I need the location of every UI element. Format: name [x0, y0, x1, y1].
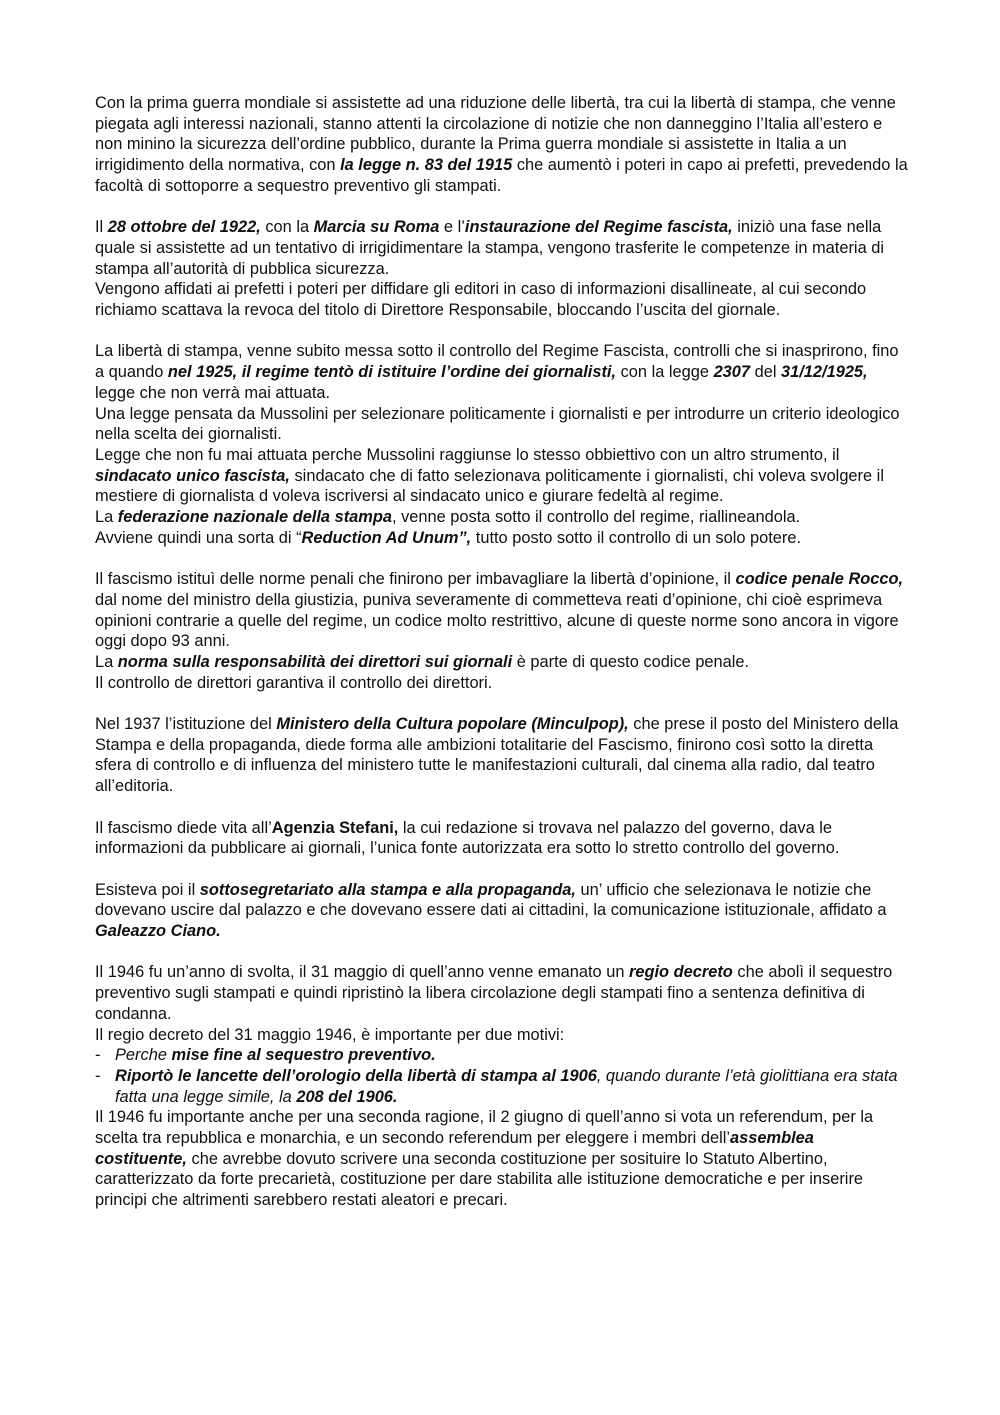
text-run: mise fine al sequestro preventivo.: [171, 1046, 436, 1065]
text-run: nel 1925, il regime tentò di istituire l’ordine dei giornalisti,: [167, 363, 617, 382]
text-run: assemblea costituente,: [95, 1129, 814, 1168]
paragraph-line: [95, 714, 910, 797]
text-run: iniziò una fase nella quale si assistette ad un tentativo di irrigidimentare la stampa, vengono trasferite le competenze in materia di stampa all’autorità di pubblica sicurezza.: [95, 218, 884, 278]
paragraph-journalists-order: [95, 341, 910, 548]
text-run: 208 del 1906.: [296, 1087, 398, 1106]
text-run: è parte di questo codice penale.: [512, 652, 750, 671]
text-run: che abolì il sequestro preventivo sugli stampati e quindi ripristinò la libera circolazione degli stampati fino a sentenza definitiva di condanna.: [95, 963, 893, 1023]
text-run: Galeazzo Ciano.: [95, 922, 221, 941]
text-run: che prese il posto del Ministero della Stampa e della propaganda, diede forma alle ambizioni totalitarie del Fascismo, finirono così sotto la diretta sfera di controllo e di influenza del ministero tutte le manifestazioni culturali, dal cinema alla radio, dal teatro all’editoria.: [95, 715, 899, 796]
text-run: Il controllo de direttori garantiva il controllo dei direttori.: [95, 673, 493, 692]
text-run: , quando durante l’età giolittiana era stata fatta una legge simile, la: [115, 1066, 898, 1106]
text-run: Marcia su Roma: [313, 218, 440, 237]
text-run: la legge n. 83 del 1915: [340, 156, 513, 175]
text-run: Riportò le lancette dell’orologio della libertà di stampa al 1906: [115, 1066, 597, 1085]
text-run: Il regio decreto del 31 maggio 1946, è importante per due motivi:: [95, 1025, 565, 1044]
text-run: La: [95, 508, 118, 527]
text-run: Perche: [115, 1046, 172, 1065]
list-item: [95, 1045, 910, 1066]
text-run: con la legge: [616, 363, 714, 382]
text-run: che aumentò i poteri in capo ai prefetti, prevedendo la facoltà di sottoporre a sequestro preventivo gli stampati.: [95, 156, 908, 195]
text-run: Vengono affidati ai prefetti i poteri per diffidare gli editori in caso di informazioni disallineate, al cui secondo richiamo scattava la revoca del titolo di Direttore Responsabile, bloccando l’uscita del giornale.: [95, 280, 867, 320]
text-run: un’ ufficio che selezionava le notizie che dovevano uscire dal palazzo e che dovevano essere dati ai cittadini, la comunicazione istituzionale, affidato a: [95, 880, 887, 920]
reasons-list: [95, 1045, 910, 1107]
text-run: legge che non verrà mai attuata.: [95, 383, 331, 402]
paragraph-codice-rocco: [95, 569, 910, 693]
paragraph-wwi-press: [95, 93, 910, 197]
text-run: tutto posto sotto il controllo di un solo potere.: [471, 528, 802, 547]
paragraph-line: [95, 818, 910, 859]
text-run: con la: [260, 218, 314, 237]
text-run: la cui redazione si trovava nel palazzo del governo, dava le informazioni da pubblicare ai giornali, l’unica fonte autorizzata era sotto lo stretto controllo del governo.: [95, 818, 840, 858]
text-run: Con la prima guerra mondiale si assistette ad una riduzione delle libertà, tra cui la libertà di stampa, che venne piegata agli interessi nazionali, stanno attenti la circolazione di notizie che non danneggino l’Italia all’estero e non minino la sicurezza dell’ordine pubblico, durante la Prima guerra mondiale si assistette in Italia a un irrigidimento della normativa, con: [95, 94, 896, 175]
text-run: Avviene quindi una sorta di “: [95, 528, 302, 547]
text-run: che avrebbe dovuto scrivere una seconda costituzione per sosituire lo Statuto Albertino, caratterizzato da forte precarietà, costituzione per dare stabilita alle istituzione democratiche e per inserire principi che altrimenti sarebbero restati aleatori e precari.: [95, 1149, 864, 1210]
paragraph-sottosegretariato: [95, 880, 910, 942]
text-run: del: [750, 363, 782, 382]
text-run: Il 1946 fu un’anno di svolta, il 31 maggio di quell’anno venne emanato un: [95, 963, 629, 982]
list-item-text: [115, 1046, 436, 1064]
list-bullet: -: [95, 1046, 101, 1065]
text-run: sottosegretariato alla stampa e alla propaganda,: [199, 880, 576, 899]
paragraph-line: [95, 673, 910, 694]
paragraph-1946: [95, 962, 910, 1210]
outro-1946-text: [95, 1107, 910, 1211]
paragraph-line: [95, 93, 910, 197]
list-intro-text: [95, 1025, 910, 1046]
text-run: Esisteva poi il: [95, 880, 200, 899]
text-run: 28 ottobre del 1922,: [107, 218, 261, 237]
paragraph-line: [95, 652, 910, 673]
paragraph-line: [95, 528, 910, 549]
paragraph-line: [95, 569, 910, 652]
paragraph-agenzia-stefani: [95, 818, 910, 859]
text-run: sindacato che di fatto selezionava politicamente i giornalisti, chi voleva svolgere il mestiere di giornalista d voleva iscriversi al sindacato unico e giurare fedeltà al regime.: [95, 466, 884, 506]
paragraph-line: [95, 404, 910, 445]
text-run: instaurazione del Regime fascista,: [464, 218, 733, 237]
text-run: Il: [95, 218, 108, 237]
text-run: federazione nazionale della stampa: [117, 508, 392, 527]
text-run: La libertà di stampa, venne subito messa sotto il controllo del Regime Fascista, controlli che si inasprirono, fino a quando: [95, 342, 899, 382]
paragraph-line: [95, 507, 910, 528]
text-run: Agenzia Stefani,: [271, 818, 399, 837]
intro-1946-text: [95, 962, 910, 1024]
document-body: [95, 93, 910, 1232]
text-run: Il fascismo diede vita all’: [95, 818, 272, 837]
paragraph-march-on-rome: [95, 217, 910, 321]
text-run: Una legge pensata da Mussolini per selezionare politicamente i giornalisti e per introdurre un criterio ideologico nella scelta dei giornalisti.: [95, 404, 900, 444]
paragraph-minculpop: [95, 714, 910, 797]
text-run: sindacato unico fascista,: [95, 466, 290, 485]
text-run: La: [95, 652, 118, 671]
text-run: Il 1946 fu importante anche per una seconda ragione, il 2 giugno di quell’anno si vota un referendum, per la scelta tra repubblica e monarchia, e un secondo referendum per eleggere i membri dell’: [95, 1108, 874, 1148]
text-run: Nel 1937 l’istituzione del: [95, 715, 277, 734]
text-run: Legge che non fu mai attuata perche Mussolini raggiunse lo stesso obbiettivo con un altro strumento, il: [95, 445, 840, 464]
text-run: 2307: [713, 363, 751, 382]
text-run: 31/12/1925,: [781, 363, 868, 382]
paragraph-line: [95, 341, 910, 403]
list-bullet: -: [95, 1066, 101, 1085]
text-run: regio decreto: [628, 963, 733, 982]
text-run: codice penale Rocco,: [735, 570, 904, 589]
paragraph-line: [95, 445, 910, 507]
text-run: Ministero della Cultura popolare (Minculpop),: [276, 715, 629, 734]
text-run: e l’: [439, 218, 465, 237]
text-run: Il fascismo istituì delle norme penali che finirono per imbavagliare la libertà d’opinione, il: [95, 570, 736, 589]
text-run: norma sulla responsabilità dei direttori sui giornali: [117, 652, 513, 671]
paragraph-line: [95, 880, 910, 942]
text-run: , venne posta sotto il controllo del regime, riallineandola.: [391, 508, 801, 527]
list-item: [95, 1066, 910, 1107]
paragraph-line: [95, 217, 910, 279]
text-run: dal nome del ministro della giustizia, puniva severamente di commetteva reati d’opinione, chi cioè esprimeva opinioni contrarie a quelle del regime, un codice molto restrittivo, alcune di queste norme sono ancora in vigore oggi dopo 93 anni.: [95, 590, 899, 651]
text-run: Reduction Ad Unum”,: [301, 528, 472, 547]
list-item-text: [115, 1067, 898, 1106]
paragraph-line: [95, 279, 910, 320]
